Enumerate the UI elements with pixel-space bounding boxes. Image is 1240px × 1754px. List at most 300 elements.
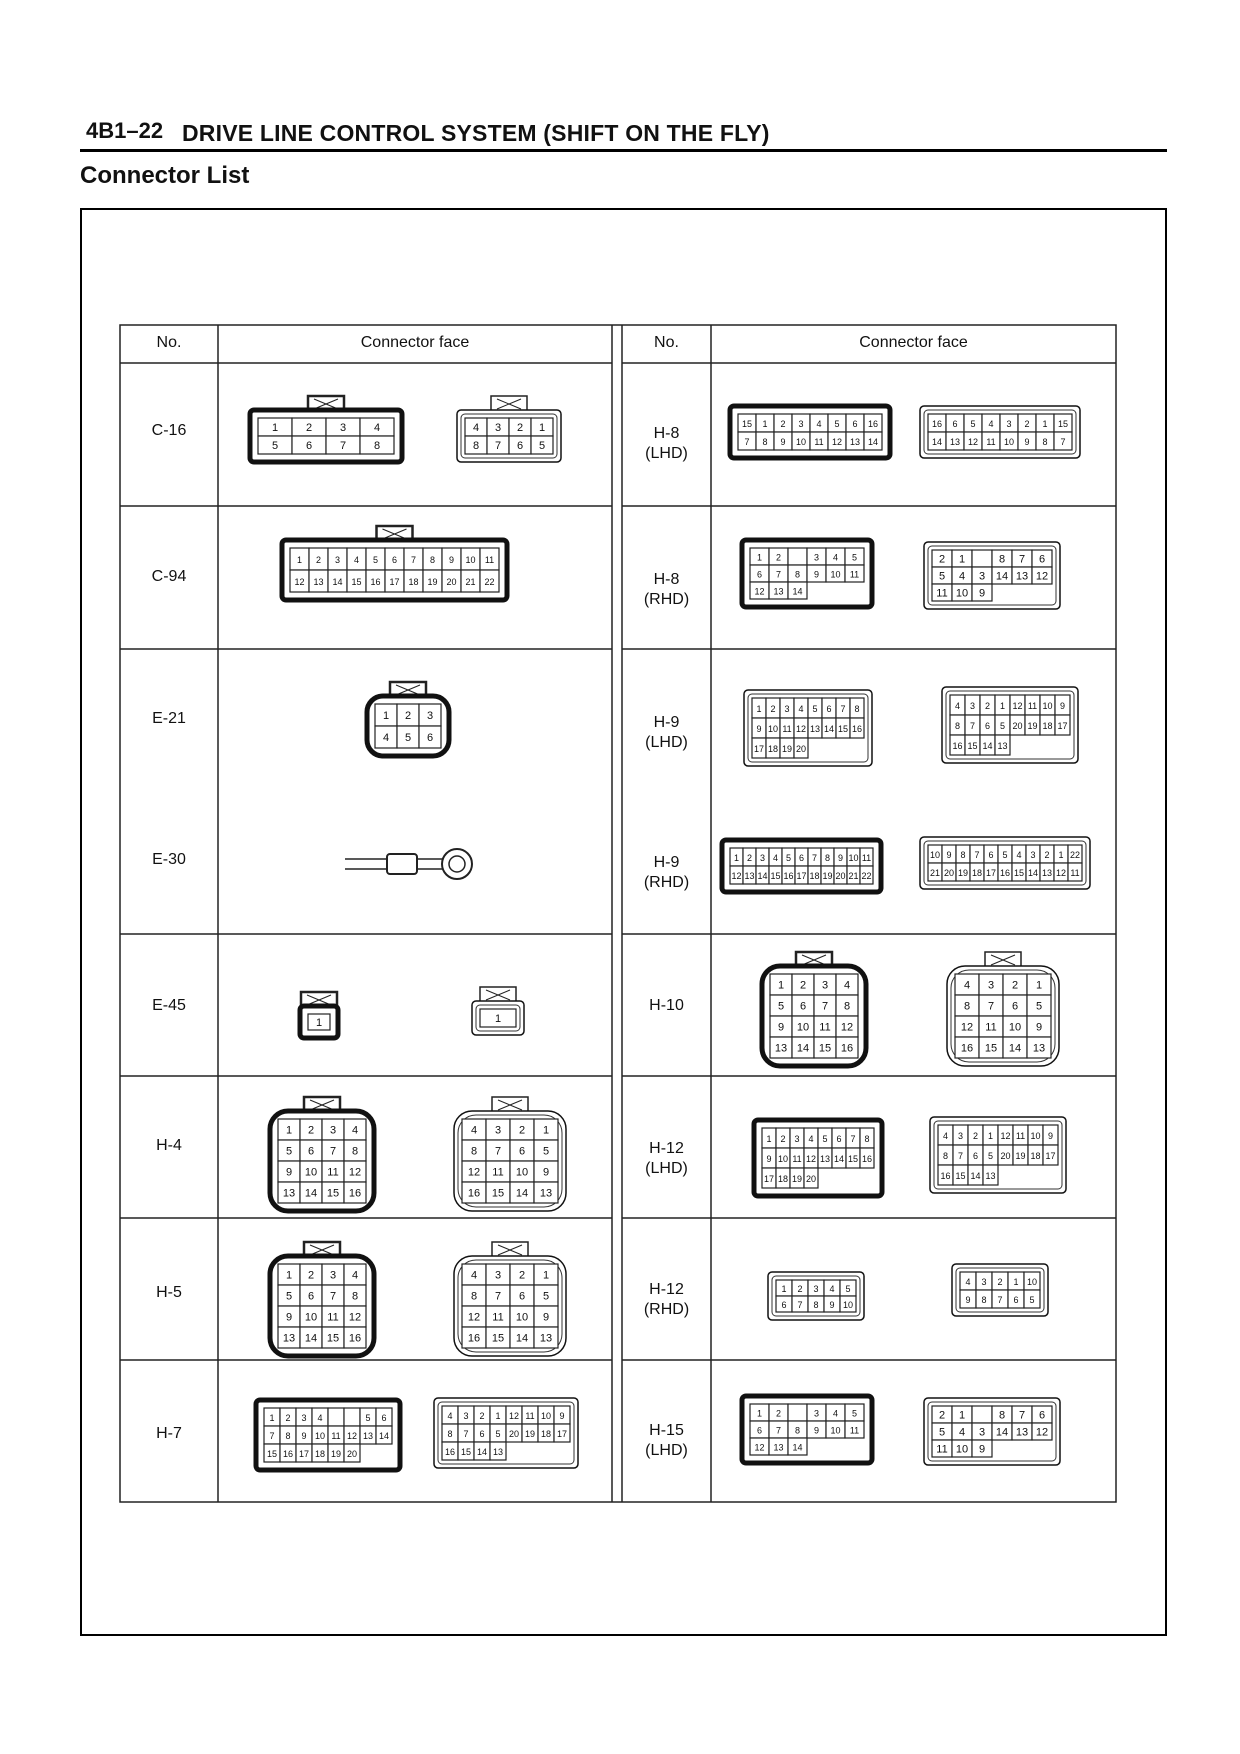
pin-number: 6	[952, 419, 958, 429]
h4-female-face	[452, 1095, 568, 1213]
pin-number: 4	[808, 1134, 814, 1144]
pin-number: 1	[495, 1411, 501, 1421]
pin-number: 2	[780, 1134, 786, 1144]
pin-number: 4	[353, 555, 360, 565]
pin-number: 4	[816, 419, 822, 429]
pin-number: 12	[731, 871, 742, 881]
pin-number: 5	[970, 419, 976, 429]
pin-number: 13	[949, 437, 961, 447]
pin-number: 12	[831, 437, 843, 447]
pin-number: 12	[1035, 570, 1049, 583]
pin-number: 5	[834, 419, 840, 429]
pin-number: 11	[819, 1021, 831, 1034]
pin-number: 18	[314, 1449, 326, 1459]
pin-number: 11	[1027, 701, 1038, 711]
pin-number: 14	[833, 1154, 845, 1164]
pin-number: 9	[1059, 701, 1066, 711]
pin-number: 9	[1047, 1131, 1054, 1141]
h7-male-face	[254, 1398, 402, 1472]
pin-number: 9	[285, 1166, 293, 1179]
pin-number: 12	[1035, 1426, 1049, 1439]
pin-number: 13	[1015, 1426, 1029, 1439]
pin-number: 3	[759, 853, 766, 863]
pin-number: 18	[540, 1429, 552, 1439]
pin-number: 8	[373, 440, 381, 452]
pin-number: 6	[984, 721, 991, 731]
pin-number: 8	[351, 1290, 359, 1303]
pin-number: 3	[339, 422, 347, 434]
pin-number: 7	[269, 1431, 275, 1441]
connector-id-h8-rhd	[622, 570, 711, 610]
pin-number: 8	[824, 853, 831, 863]
section-title: Connector List	[80, 162, 250, 189]
pin-number: 2	[307, 1269, 315, 1282]
pin-number: 8	[762, 437, 768, 447]
pin-number: 9	[813, 569, 820, 580]
pin-number: 9	[1024, 437, 1030, 447]
pin-number: 2	[307, 1124, 315, 1137]
pin-number: 20	[835, 871, 846, 881]
pin-number: 14	[1027, 868, 1039, 878]
pin-number: 15	[955, 1171, 966, 1181]
pin-number: 6	[518, 1145, 526, 1158]
h7-female-face	[432, 1396, 580, 1470]
pin-number: 2	[780, 419, 786, 429]
e45-male-face	[298, 990, 340, 1040]
pin-number: 14	[304, 1187, 318, 1200]
pin-number: 1	[315, 1017, 323, 1029]
connector-id: H-9	[653, 714, 680, 731]
pin-number: 11	[327, 1311, 339, 1324]
pin-number: 15	[326, 1332, 340, 1345]
c94-male-face	[280, 524, 509, 602]
connector-id-h12-rhd	[622, 1280, 711, 1320]
pin-number: 5	[851, 1408, 858, 1419]
connector-id-h9-lhd	[622, 713, 711, 753]
pin-number: 22	[861, 871, 872, 881]
connector-id: H-8	[653, 425, 680, 442]
pin-number: 10	[314, 1431, 326, 1441]
pin-number: 10	[465, 555, 476, 565]
pin-number: 17	[763, 1174, 775, 1184]
pin-number: 16	[467, 1332, 481, 1345]
ring-terminal-icon	[345, 845, 485, 885]
pin-number: 13	[809, 724, 821, 734]
pin-number: 11	[492, 1311, 504, 1324]
pin-number: 8	[960, 850, 966, 860]
pin-number: 10	[1003, 437, 1015, 447]
pin-number: 14	[476, 1447, 488, 1457]
connector-id: H-12	[649, 1281, 684, 1298]
h8-rhd-male-face	[740, 538, 874, 609]
pin-number: 3	[784, 704, 790, 714]
pin-number: 5	[1035, 1000, 1043, 1013]
pin-number: 7	[463, 1429, 469, 1439]
pin-number: 3	[494, 1124, 502, 1137]
pin-number: 4	[351, 1124, 359, 1137]
pin-number: 1	[756, 1408, 763, 1419]
pin-number: 3	[301, 1413, 307, 1423]
pin-number: 4	[832, 1408, 839, 1419]
pin-number: 9	[542, 1311, 550, 1324]
pin-number: 19	[427, 577, 438, 587]
pin-number: 5	[285, 1145, 293, 1158]
connector-id-c94: C-94	[151, 568, 187, 585]
pin-number: 15	[741, 419, 753, 429]
pin-number: 18	[1042, 721, 1053, 731]
pin-number: 15	[491, 1187, 505, 1200]
pin-number: 18	[777, 1174, 789, 1184]
pin-number: 1	[538, 422, 546, 434]
pin-number: 12	[294, 577, 305, 587]
pin-number: 3	[1030, 850, 1036, 860]
pin-number: 4	[772, 853, 779, 863]
pin-number: 6	[826, 704, 832, 714]
pin-number: 8	[854, 704, 860, 714]
pin-number: 14	[823, 724, 835, 734]
pin-number: 12	[840, 1021, 854, 1034]
pin-number: 11	[986, 437, 996, 447]
pin-number: 6	[305, 440, 313, 452]
pin-number: 7	[329, 1290, 337, 1303]
pin-number: 12	[346, 1431, 358, 1441]
pin-number: 18	[767, 744, 779, 754]
pin-number: 16	[840, 1042, 854, 1055]
pin-number: 15	[491, 1332, 505, 1345]
pin-number: 4	[954, 701, 961, 711]
pin-number: 12	[1055, 868, 1067, 878]
pin-number: 13	[362, 1431, 374, 1441]
h5-female-face	[452, 1240, 568, 1358]
pin-number: 15	[460, 1447, 472, 1457]
connector-id-e21: E-21	[152, 710, 186, 727]
pin-number: 8	[981, 1295, 987, 1305]
pin-number: 20	[805, 1174, 817, 1184]
pin-number: 9	[559, 1411, 565, 1421]
pin-number: 10	[830, 1425, 841, 1436]
pin-number: 4	[351, 1269, 359, 1282]
pin-number: 3	[978, 570, 986, 583]
pin-number: 15	[967, 741, 978, 751]
pin-number: 13	[773, 586, 784, 597]
pin-number: 21	[848, 871, 859, 881]
pin-number: 5	[1002, 850, 1008, 860]
pin-number: 2	[1024, 419, 1030, 429]
h8-rhd-female-face	[922, 540, 1062, 611]
pin-number: 5	[851, 552, 858, 563]
pin-number: 5	[542, 1290, 550, 1303]
pin-number: 1	[1035, 979, 1043, 992]
pin-number: 12	[795, 724, 807, 734]
pin-number: 7	[494, 1290, 502, 1303]
pin-number: 2	[746, 853, 753, 863]
pin-number: 16	[444, 1447, 456, 1457]
pin-number: 14	[332, 577, 343, 587]
pin-number: 2	[1011, 979, 1019, 992]
pin-number: 6	[1013, 1295, 1019, 1305]
pin-number: 1	[777, 979, 785, 992]
pin-number: 5	[271, 440, 279, 452]
left-face-header: Connector face	[360, 334, 470, 351]
pin-number: 19	[330, 1449, 342, 1459]
pin-number: 4	[942, 1131, 949, 1141]
pin-number: 13	[819, 1154, 831, 1164]
pin-number: 10	[1042, 701, 1053, 711]
pin-number: 16	[467, 1187, 481, 1200]
pin-number: 15	[818, 1042, 832, 1055]
pin-number: 7	[410, 555, 417, 565]
pin-number: 9	[780, 437, 786, 447]
pin-number: 8	[813, 1300, 819, 1310]
pin-number: 5	[812, 704, 818, 714]
pin-number: 20	[1000, 1151, 1011, 1161]
pin-number: 6	[836, 1134, 842, 1144]
pin-number: 6	[307, 1290, 315, 1303]
pin-number: 10	[955, 1443, 969, 1456]
pin-number: 8	[470, 1145, 478, 1158]
pin-number: 17	[753, 744, 765, 754]
pin-number: 10	[1026, 1277, 1038, 1287]
pin-number: 14	[931, 437, 943, 447]
connector-id-h15-lhd	[622, 1421, 711, 1461]
pin-number: 2	[984, 701, 991, 711]
pin-number: 10	[796, 1021, 810, 1034]
pin-number: 15	[326, 1187, 340, 1200]
pin-number: 16	[282, 1449, 294, 1459]
pin-number: 3	[987, 979, 995, 992]
pin-number: 5	[285, 1290, 293, 1303]
pin-number: 9	[837, 853, 844, 863]
pin-number: 13	[282, 1187, 296, 1200]
pin-number: 15	[847, 1154, 859, 1164]
pin-number: 1	[269, 1413, 275, 1423]
pin-number: 3	[821, 979, 829, 992]
pin-number: 15	[984, 1042, 998, 1055]
pin-number: 11	[936, 587, 948, 600]
connector-id: H-8	[653, 571, 680, 588]
pin-number: 13	[539, 1187, 553, 1200]
page-title: DRIVE LINE CONTROL SYSTEM (SHIFT ON THE FLY)	[182, 120, 770, 146]
pin-number: 2	[1044, 850, 1050, 860]
pin-number: 4	[963, 979, 971, 992]
pin-number: 4	[832, 552, 839, 563]
pin-number: 12	[467, 1311, 481, 1324]
e21-face	[365, 680, 451, 758]
pin-number: 4	[382, 732, 390, 744]
pin-number: 2	[797, 1284, 803, 1294]
pin-number: 5	[822, 1134, 828, 1144]
connector-id: H-9	[653, 854, 680, 871]
h12-lhd-female-face	[928, 1115, 1068, 1195]
pin-number: 6	[798, 853, 805, 863]
pin-number: 9	[777, 1021, 785, 1034]
pin-number: 11	[849, 1425, 860, 1436]
pin-number: 6	[1038, 1409, 1046, 1422]
pin-number: 8	[285, 1431, 291, 1441]
pin-number: 8	[794, 569, 801, 580]
connector-id: H-15	[649, 1422, 684, 1439]
pin-number: 7	[1018, 1409, 1026, 1422]
pin-number: 16	[370, 577, 381, 587]
pin-number: 1	[762, 419, 768, 429]
pin-number: 7	[811, 853, 818, 863]
pin-number: 5	[845, 1284, 851, 1294]
pin-number: 1	[296, 555, 303, 565]
pin-number: 6	[781, 1300, 787, 1310]
pin-number: 6	[381, 1413, 387, 1423]
pin-number: 20	[508, 1429, 520, 1439]
pin-number: 4	[472, 422, 480, 434]
connector-id-h5: H-5	[156, 1284, 182, 1301]
pin-number: 11	[936, 1443, 948, 1456]
pin-number: 14	[792, 1442, 803, 1453]
pin-number: 11	[484, 555, 495, 565]
pin-number: 17	[985, 868, 997, 878]
h10-female-face	[945, 950, 1061, 1068]
pin-number: 5	[538, 440, 546, 452]
h12-lhd-male-face	[752, 1118, 884, 1198]
pin-number: 16	[999, 868, 1011, 878]
h8-lhd-male-face	[728, 404, 892, 460]
pin-number: 6	[1038, 553, 1046, 566]
pin-number: 3	[494, 1269, 502, 1282]
pin-number: 10	[777, 1154, 789, 1164]
pin-number: 2	[315, 555, 322, 565]
pin-number: 16	[960, 1042, 974, 1055]
pin-number: 4	[470, 1269, 478, 1282]
pin-number: 14	[995, 1426, 1009, 1439]
pin-number: 4	[447, 1411, 453, 1421]
pin-number: 7	[997, 1295, 1003, 1305]
connector-id-h8-lhd	[622, 424, 711, 464]
connector-variant: (RHD)	[643, 1301, 690, 1318]
pin-number: 10	[304, 1166, 318, 1179]
pin-number: 7	[329, 1145, 337, 1158]
pin-number: 14	[792, 586, 803, 597]
pin-number: 5	[999, 721, 1006, 731]
pin-number: 3	[794, 1134, 800, 1144]
pin-number: 9	[946, 850, 952, 860]
connector-id-h4: H-4	[156, 1137, 182, 1154]
pin-number: 1	[987, 1131, 994, 1141]
pin-number: 12	[805, 1154, 817, 1164]
pin-number: 1	[756, 704, 762, 714]
pin-number: 8	[843, 1000, 851, 1013]
pin-number: 22	[1069, 850, 1081, 860]
pin-number: 14	[1008, 1042, 1022, 1055]
pin-number: 8	[963, 1000, 971, 1013]
pin-number: 16	[867, 419, 879, 429]
pin-number: 6	[852, 419, 858, 429]
pin-number: 1	[271, 422, 279, 434]
pin-number: 6	[988, 850, 994, 860]
pin-number: 12	[754, 586, 765, 597]
pin-number: 8	[1042, 437, 1048, 447]
pin-number: 18	[809, 871, 820, 881]
pin-number: 17	[796, 871, 807, 881]
pin-number: 19	[524, 1429, 536, 1439]
pin-number: 9	[756, 724, 762, 734]
pin-number: 9	[542, 1166, 550, 1179]
pin-number: 2	[518, 1269, 526, 1282]
pin-number: 5	[372, 555, 379, 565]
pin-number: 11	[331, 1431, 341, 1441]
pin-number: 3	[426, 710, 434, 722]
pin-number: 11	[525, 1411, 535, 1421]
h9-lhd-male-face	[742, 688, 874, 768]
pin-number: 7	[797, 1300, 803, 1310]
pin-number: 6	[972, 1151, 979, 1161]
pin-number: 14	[995, 570, 1009, 583]
pin-number: 19	[822, 871, 833, 881]
connector-id-h9-rhd	[622, 853, 711, 893]
pin-number: 1	[285, 1124, 293, 1137]
pin-number: 4	[829, 1284, 835, 1294]
pin-number: 12	[960, 1021, 974, 1034]
h9-rhd-male-face	[720, 838, 883, 894]
pin-number: 11	[849, 569, 860, 580]
connector-variant: (LHD)	[645, 1442, 688, 1459]
pin-number: 15	[351, 577, 362, 587]
pin-number: 14	[515, 1332, 529, 1345]
pin-number: 7	[339, 440, 347, 452]
pin-number: 11	[792, 1154, 802, 1164]
pin-number: 7	[494, 440, 502, 452]
pin-number: 13	[1015, 570, 1029, 583]
pin-number: 5	[777, 1000, 785, 1013]
pin-number: 4	[317, 1413, 323, 1423]
pin-number: 8	[954, 721, 961, 731]
pin-number: 3	[969, 701, 976, 711]
pin-number: 14	[304, 1332, 318, 1345]
pin-number: 11	[782, 724, 792, 734]
pin-number: 6	[391, 555, 398, 565]
pin-number: 17	[298, 1449, 310, 1459]
pin-number: 2	[516, 422, 524, 434]
pin-number: 8	[351, 1145, 359, 1158]
pin-number: 9	[1035, 1021, 1043, 1034]
pin-number: 9	[301, 1431, 307, 1441]
pin-number: 6	[479, 1429, 485, 1439]
pin-number: 13	[849, 437, 861, 447]
pin-number: 14	[515, 1187, 529, 1200]
h15-lhd-male-face	[740, 1394, 874, 1465]
pin-number: 2	[799, 979, 807, 992]
pin-number: 13	[492, 1447, 504, 1457]
pin-number: 2	[404, 710, 412, 722]
pin-number: 14	[757, 871, 768, 881]
pin-number: 8	[998, 1409, 1006, 1422]
pin-number: 19	[1015, 1151, 1026, 1161]
pin-number: 5	[365, 1413, 371, 1423]
h8-lhd-female-face	[918, 404, 1082, 460]
pin-number: 10	[767, 724, 779, 734]
pin-number: 7	[969, 721, 976, 731]
pin-number: 16	[783, 871, 794, 881]
pin-number: 11	[985, 1021, 997, 1034]
pin-number: 9	[813, 1425, 820, 1436]
pin-number: 15	[1013, 868, 1025, 878]
pin-number: 9	[978, 587, 986, 600]
h5-male-face	[268, 1240, 376, 1358]
h12-rhd-female-face	[950, 1262, 1050, 1318]
pin-number: 12	[967, 437, 979, 447]
pin-number: 2	[305, 422, 313, 434]
pin-number: 3	[813, 1284, 819, 1294]
pin-number: 10	[842, 1300, 854, 1310]
pin-number: 12	[348, 1311, 362, 1324]
pin-number: 2	[972, 1131, 979, 1141]
